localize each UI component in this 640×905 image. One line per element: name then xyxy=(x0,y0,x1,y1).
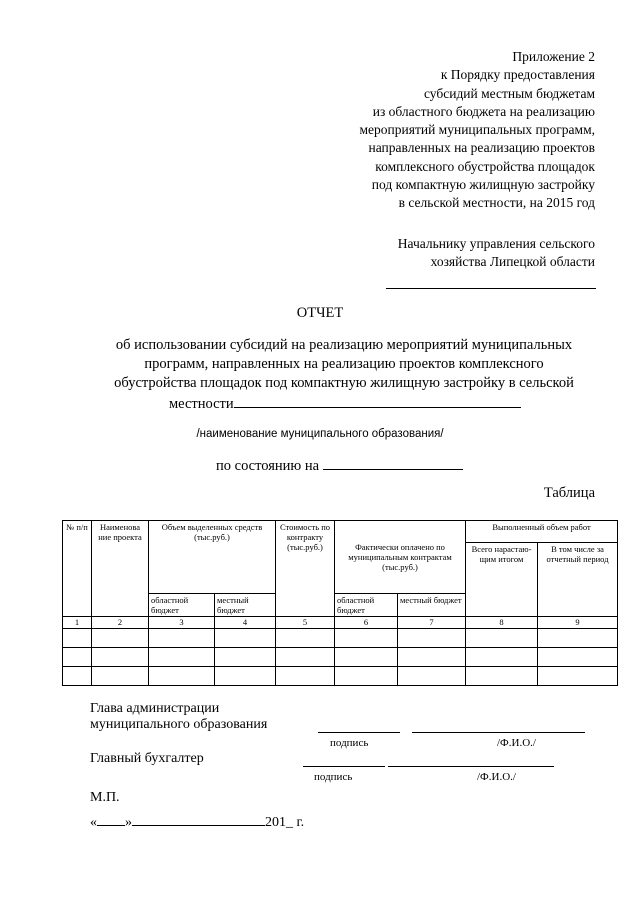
table-cell[interactable] xyxy=(92,667,149,686)
table-cell[interactable] xyxy=(215,648,276,667)
table-cell[interactable] xyxy=(63,648,92,667)
table-cell[interactable] xyxy=(335,648,398,667)
appendix-line: мероприятий муниципальных программ, xyxy=(359,122,595,138)
header-local-budget: местный бюджет xyxy=(215,594,276,617)
table-row xyxy=(63,648,618,667)
accountant-signature-caption: подпись xyxy=(314,771,353,783)
table-label: Таблица xyxy=(543,485,595,501)
table-cell[interactable] xyxy=(335,629,398,648)
as-of-date-field[interactable] xyxy=(323,455,463,470)
table-cell[interactable] xyxy=(63,629,92,648)
appendix-line: субсидий местным бюджетам xyxy=(423,85,595,101)
table-row xyxy=(63,629,618,648)
table-cell[interactable] xyxy=(92,648,149,667)
head-title xyxy=(90,701,267,733)
appendix-line: из областного бюджета на реализацию xyxy=(372,103,595,119)
appendix-line: Приложение 2 xyxy=(512,49,595,64)
column-number: 8 xyxy=(466,617,538,629)
column-number: 2 xyxy=(92,617,149,629)
municipality-hint: /наименование муниципального образования/ xyxy=(196,428,444,440)
table-cell[interactable] xyxy=(466,667,538,686)
head-fio-caption: /Ф.И.О./ xyxy=(497,737,536,749)
subtitle-line: об использовании субсидий на реализацию мероприятий муниципальных xyxy=(115,337,573,353)
header-project-name: Наименова ние проекта xyxy=(92,521,149,617)
appendix-line: под компактную жилищную застройку xyxy=(371,177,595,193)
table-cell[interactable] xyxy=(215,667,276,686)
table-cell[interactable] xyxy=(335,667,398,686)
column-number: 3 xyxy=(149,617,215,629)
header-actually-paid: Фактически оплачено по муниципальным контрактам (тыс.руб.) xyxy=(335,521,466,594)
addressee-line: хозяйства Липецкой области xyxy=(430,254,595,270)
accountant-fio-caption: /Ф.И.О./ xyxy=(477,771,516,783)
addressee-block xyxy=(398,235,595,272)
header-allocated-funds: Объем выделенных средств (тыс.руб.) xyxy=(149,521,276,594)
date-quote-open: « xyxy=(90,815,97,830)
table-cell[interactable] xyxy=(538,667,618,686)
head-fio-line[interactable] xyxy=(412,732,585,733)
date-year: 201_ г. xyxy=(265,815,305,830)
report-table xyxy=(62,520,618,686)
table-cell[interactable] xyxy=(149,648,215,667)
addressee-signature-line[interactable] xyxy=(386,288,596,289)
seal-mark: М.П. xyxy=(90,790,120,805)
column-number: 6 xyxy=(335,617,398,629)
column-number: 1 xyxy=(63,617,92,629)
header-reporting-period: В том числе за отчетный период xyxy=(538,543,618,617)
head-title-line: муниципального образования xyxy=(90,717,268,732)
table-cell[interactable] xyxy=(276,648,335,667)
table-cell[interactable] xyxy=(538,648,618,667)
column-number: 7 xyxy=(398,617,466,629)
header-work-done: Выполненный объем работ xyxy=(466,521,618,543)
report-subtitle xyxy=(97,336,591,414)
report-title: ОТЧЕТ xyxy=(296,305,344,321)
column-number-row xyxy=(63,617,618,629)
column-number: 9 xyxy=(538,617,618,629)
column-number: 4 xyxy=(215,617,276,629)
table-cell[interactable] xyxy=(276,629,335,648)
subtitle-line: обустройства площадок под компактную жилищную застройку в сельской xyxy=(114,375,574,391)
table-cell[interactable] xyxy=(92,629,149,648)
table-cell[interactable] xyxy=(538,629,618,648)
table-row xyxy=(63,667,618,686)
head-signature-line[interactable] xyxy=(318,732,400,733)
header-cumulative-total: Всего нарастаю-щим итогом xyxy=(466,543,538,617)
appendix-line: направленных на реализацию проектов xyxy=(368,140,595,156)
header-contract-cost: Стоимость по контракту (тыс.руб.) xyxy=(276,521,335,617)
table-cell[interactable] xyxy=(215,629,276,648)
date-quote-close: » xyxy=(125,815,132,830)
table-cell[interactable] xyxy=(63,667,92,686)
date-month-field[interactable] xyxy=(132,811,265,826)
table-cell[interactable] xyxy=(149,667,215,686)
header-local-budget: местный бюджет xyxy=(398,594,466,617)
as-of-row xyxy=(216,455,463,475)
table-cell[interactable] xyxy=(398,648,466,667)
accountant-signature-line[interactable] xyxy=(303,766,385,767)
header-regional-budget: областной бюджет xyxy=(149,594,215,617)
appendix-block xyxy=(360,48,595,213)
header-num: № п/п xyxy=(63,521,92,617)
date-day-field[interactable] xyxy=(97,811,125,826)
header-regional-budget: областной бюджет xyxy=(335,594,398,617)
date-row xyxy=(90,811,304,831)
table-cell[interactable] xyxy=(149,629,215,648)
head-signature-caption: подпись xyxy=(330,737,369,749)
table-cell[interactable] xyxy=(276,667,335,686)
accountant-title: Главный бухгалтер xyxy=(90,751,204,766)
head-title-line: Глава администрации xyxy=(90,701,220,716)
municipality-name-field[interactable] xyxy=(234,393,521,408)
appendix-line: комплексного обустройства площадок xyxy=(375,158,595,174)
subtitle-line: местности xyxy=(169,396,234,412)
table-cell[interactable] xyxy=(466,648,538,667)
appendix-line: в сельской местности, на 2015 год xyxy=(398,195,595,211)
column-number: 5 xyxy=(276,617,335,629)
addressee-line: Начальнику управления сельского xyxy=(397,236,595,251)
subtitle-last-line xyxy=(97,393,591,414)
subtitle-line: программ, направленных на реализацию проектов комплексного xyxy=(144,356,544,372)
table-cell[interactable] xyxy=(398,667,466,686)
appendix-line: к Порядку предоставления xyxy=(440,67,595,83)
accountant-fio-line[interactable] xyxy=(388,766,554,767)
table-cell[interactable] xyxy=(466,629,538,648)
table-cell[interactable] xyxy=(398,629,466,648)
as-of-label: по состоянию на xyxy=(216,458,320,474)
